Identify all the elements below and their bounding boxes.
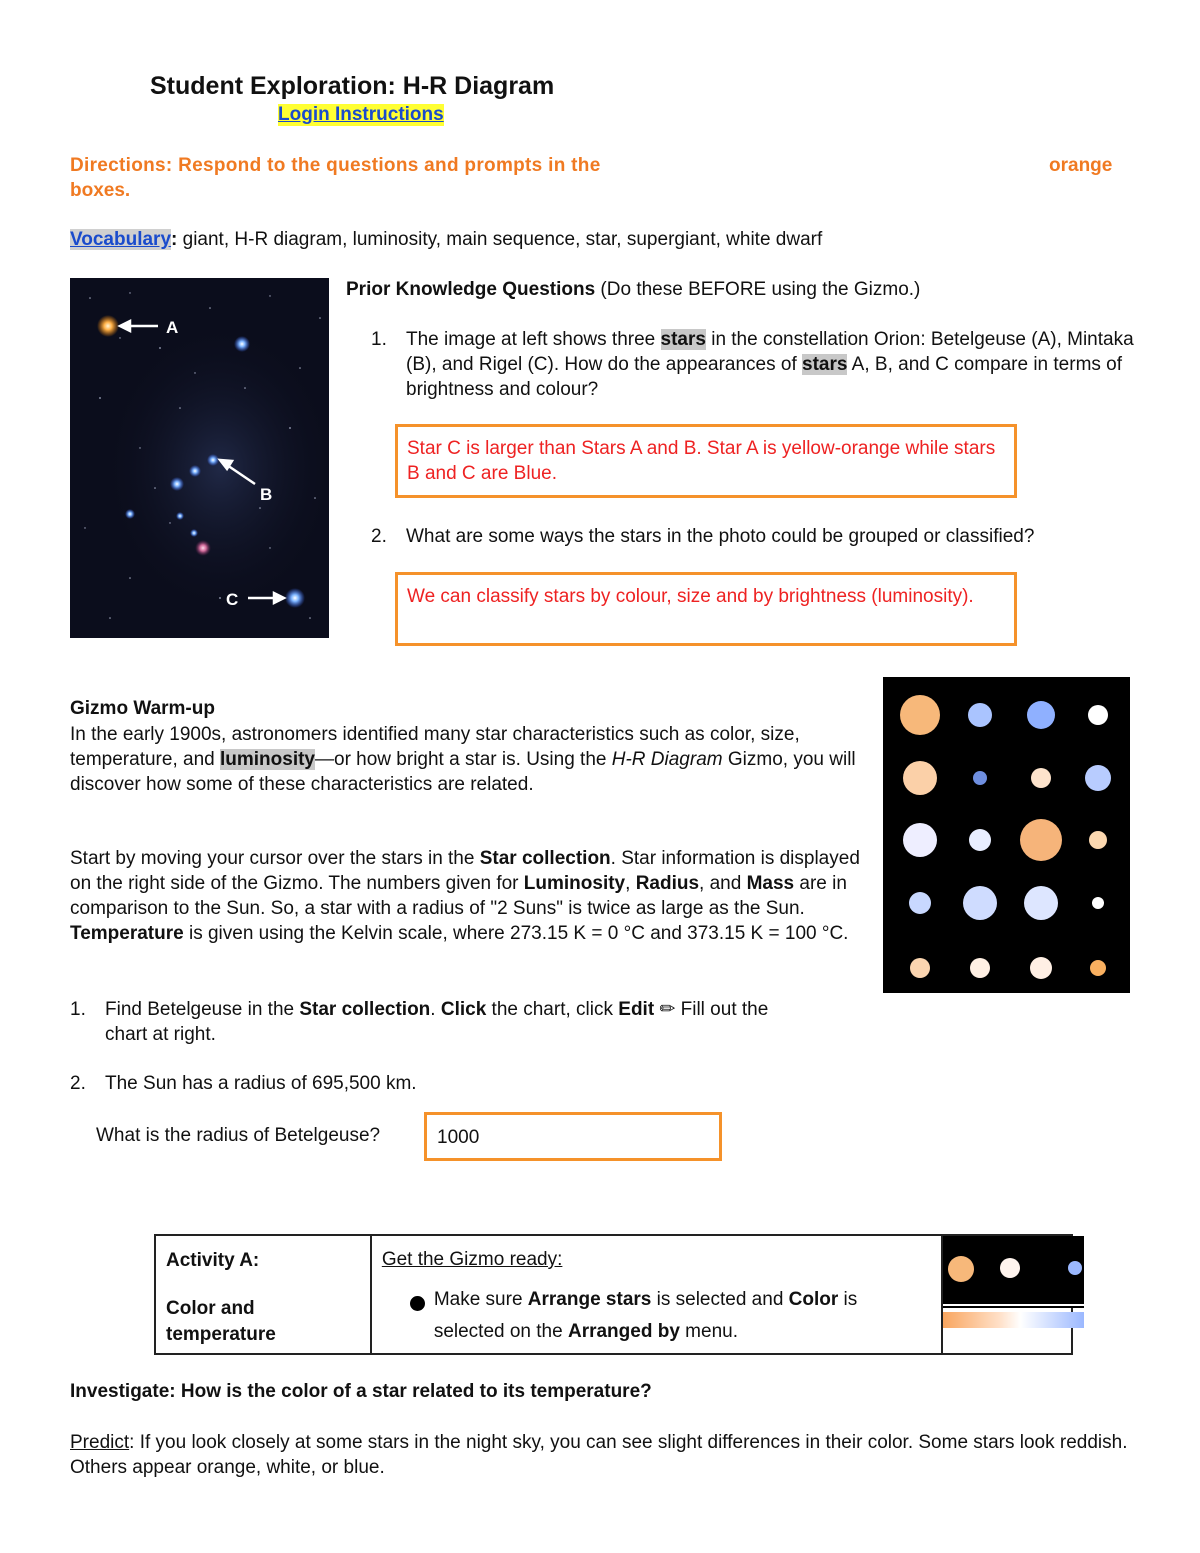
orion-label-a: A (166, 318, 179, 337)
question-text: What are some ways the stars in the photo could be grouped or classified? (406, 526, 1035, 547)
orion-photo-svg (70, 278, 329, 638)
color-temperature-scale (943, 1312, 1084, 1328)
star-dot (1088, 705, 1108, 725)
predict-label: Predict (70, 1432, 130, 1453)
orion-constellation-image (70, 278, 329, 638)
star-dot (1020, 819, 1062, 861)
star-dot (963, 886, 997, 920)
answer-box-1[interactable]: Star C is larger than Stars A and B. Star A is yellow-orange while stars B and C are Blue. (395, 424, 1017, 498)
radius-question: What is the radius of Betelgeuse? (96, 1125, 381, 1146)
star-dot (969, 829, 991, 851)
activity-topic: Color and temperature (166, 1298, 276, 1345)
warmup-paragraph-2: Start by moving your cursor over the stars in the Star collection. Star information is displayed on the right side of the Gizmo. The numbers given for Luminosity, Radius, and Mass are in comparison to the Sun. So, a star with a radius of "2 Suns" is twice as large as the Sun. Temperature is given using the Kelvin scale, where 273.15 K = 0 °C and 373.15 K = 100 °C. (70, 848, 860, 944)
question-text: The image at left shows three stars in the constellation Orion: Betelgeuse (A), Mintaka (B), and Rigel (C). How do the appearances of stars A, B, and C compare in terms of brightness and colour? (406, 329, 1134, 400)
star-dot (968, 703, 992, 727)
question-number: 2. (371, 526, 387, 547)
star-dot (900, 695, 940, 735)
pencil-icon: ✏ (659, 999, 676, 1020)
star-dot (903, 761, 937, 795)
star-dot (1031, 768, 1051, 788)
star-dot (970, 958, 990, 978)
star-dot (1027, 701, 1055, 729)
star-dot (910, 958, 930, 978)
activity-instructions-cell (371, 1235, 942, 1354)
star-dot (1030, 957, 1052, 979)
orion-label-b: B (260, 485, 273, 504)
star-dot (909, 892, 931, 914)
directions-orange-word: orange (1049, 155, 1113, 176)
radius-answer-box[interactable]: 1000 (424, 1112, 722, 1161)
investigate-heading: Investigate: How is the color of a star related to its temperature? (70, 1381, 652, 1402)
answer-box-2[interactable]: We can classify stars by colour, size and by brightness (luminosity). (395, 572, 1017, 646)
prior-knowledge-heading: Prior Knowledge Questions (Do these BEFORE using the Gizmo.) (346, 279, 921, 300)
gizmo-ready-heading: Get the Gizmo ready: (381, 1249, 563, 1270)
vocabulary-terms: giant, H-R diagram, luminosity, main sequence, star, supergiant, white dwarf (177, 229, 823, 250)
star-dot (1089, 831, 1107, 849)
activity-label-cell (155, 1235, 371, 1354)
predict-paragraph: Predict: If you look closely at some stars in the night sky, you can see slight differences in their color. Some stars look reddish. Others appear orange, white, or blue. (70, 1432, 1128, 1478)
question-number: 1. (371, 329, 387, 350)
star-dot (1092, 897, 1104, 909)
bullet-dot-icon (410, 1296, 425, 1311)
color-stars-image (943, 1236, 1084, 1308)
star-dot (1085, 765, 1111, 791)
star-dot (1024, 886, 1058, 920)
warmup-paragraph-1: In the early 1900s, astronomers identified many star characteristics such as color, size, temperature, and luminosity—or how bright a star is. Using the H-R Diagram Gizmo, you will discover how some of these characteristics are related. (70, 724, 856, 795)
page-title: Student Exploration: H-R Diagram (150, 72, 555, 100)
activity-image-cell (942, 1235, 1072, 1354)
vocabulary-line: Vocabulary: giant, H-R diagram, luminosity, main sequence, star, supergiant, white dwarf (70, 229, 823, 250)
star-dot (903, 823, 937, 857)
activity-bullet: Make sure Arrange stars is selected and Color is selected on the Arranged by menu. (382, 1284, 914, 1348)
star-dot (973, 771, 987, 785)
directions-text: Directions: Respond to the questions and prompts in the (70, 155, 601, 176)
directions-text-end: boxes. (70, 180, 131, 201)
orion-label-c: C (226, 590, 239, 609)
activity-table (154, 1234, 1073, 1355)
login-instructions-link[interactable]: Login Instructions (278, 104, 444, 125)
star-collection-image (883, 677, 1130, 993)
warmup-heading: Gizmo Warm-up (70, 698, 215, 719)
star-dot (1090, 960, 1106, 976)
activity-label: Activity A: (166, 1250, 260, 1271)
vocabulary-link[interactable]: Vocabulary (70, 229, 172, 250)
